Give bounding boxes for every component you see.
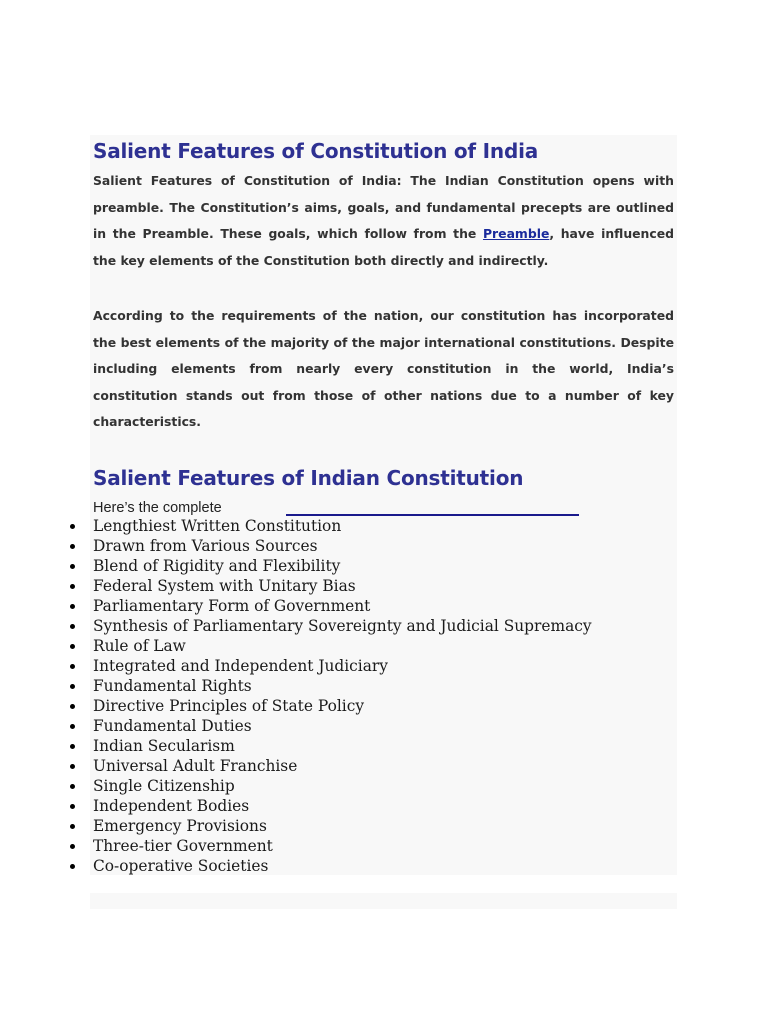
list-item-label: Fundamental Rights [93, 677, 252, 695]
bullet-icon [70, 864, 75, 869]
list-item [93, 576, 653, 596]
list-item [93, 696, 653, 716]
list-item-label: Integrated and Independent Judiciary [93, 657, 388, 675]
bullet-icon [70, 664, 75, 669]
bullet-icon [70, 844, 75, 849]
list-item [93, 556, 653, 576]
article [93, 136, 674, 523]
bullet-icon [70, 764, 75, 769]
requirements-paragraph: According to the requirements of the nation, our constitution has incorporated the best elements of the majority of the major international constitutions. Despite including elements from nearly every constitution in the world, India’s constitution stands out from those of other nations due to a number of key characteristics. [93, 308, 674, 429]
bullet-icon [70, 624, 75, 629]
list-item-label: Drawn from Various Sources [93, 537, 318, 555]
bullet-icon [70, 784, 75, 789]
list-item-label: Universal Adult Franchise [93, 757, 298, 775]
list-item [93, 756, 653, 776]
article-title: Salient Features of Constitution of India [93, 139, 539, 163]
intro-text: Here’s the complete [93, 499, 222, 516]
list-item-label: Co-operative Societies [93, 857, 269, 875]
bullet-icon [70, 684, 75, 689]
list-item [93, 656, 653, 676]
list-item [93, 676, 653, 696]
bullet-icon [70, 724, 75, 729]
list-item [93, 516, 653, 536]
list-item [93, 856, 653, 876]
list-item-label: Lengthiest Written Constitution [93, 517, 342, 535]
list-item [93, 536, 653, 556]
list-item [93, 636, 653, 656]
list-item [93, 596, 653, 616]
list-item-label: Emergency Provisions [93, 817, 267, 835]
section-subtitle: Salient Features of Indian Constitution [93, 465, 524, 490]
preamble-link[interactable]: Preamble [482, 226, 550, 241]
list-item [93, 816, 653, 836]
list-item-label: Independent Bodies [93, 797, 250, 815]
list-item-label: Fundamental Duties [93, 717, 252, 735]
bullet-icon [70, 544, 75, 549]
list-item-label: Single Citizenship [93, 777, 235, 795]
intro-paragraph-text-start: Salient Features of Constitution of India: The Indian Constitution opens with preamble. The Constitution’s aims, goals, and fundamental precepts are outlined in the Preamble. These goals, which follow from the [93, 173, 674, 241]
list-item-label: Blend of Rigidity and Flexibility [93, 557, 341, 575]
features-list [93, 516, 653, 876]
list-item [93, 736, 653, 756]
bullet-icon [70, 824, 75, 829]
list-item-label: Indian Secularism [93, 737, 235, 755]
intro-paragraph [93, 168, 674, 274]
list-item-label: Parliamentary Form of Government [93, 597, 371, 615]
content-panel-footer [90, 893, 677, 909]
list-item-label: Directive Principles of State Policy [93, 697, 365, 715]
intro-paragraph-text-end: , have influenced the key elements of the Constitution both directly and indirectly. [93, 226, 674, 268]
list-item [93, 716, 653, 736]
list-item-label: Synthesis of Parliamentary Sovereignty and Judicial Supremacy [93, 617, 592, 635]
bullet-icon [70, 744, 75, 749]
bullet-icon [70, 604, 75, 609]
list-item [93, 836, 653, 856]
bullet-icon [70, 644, 75, 649]
bullet-icon [70, 524, 75, 529]
list-item [93, 616, 653, 636]
list-item [93, 776, 653, 796]
bullet-icon [70, 564, 75, 569]
bullet-icon [70, 804, 75, 809]
bullet-icon [70, 584, 75, 589]
bullet-icon [70, 704, 75, 709]
list-item [93, 796, 653, 816]
list-item-label: Rule of Law [93, 637, 186, 655]
list-item-label: Three-tier Government [93, 837, 273, 855]
list-item-label: Federal System with Unitary Bias [93, 577, 356, 595]
